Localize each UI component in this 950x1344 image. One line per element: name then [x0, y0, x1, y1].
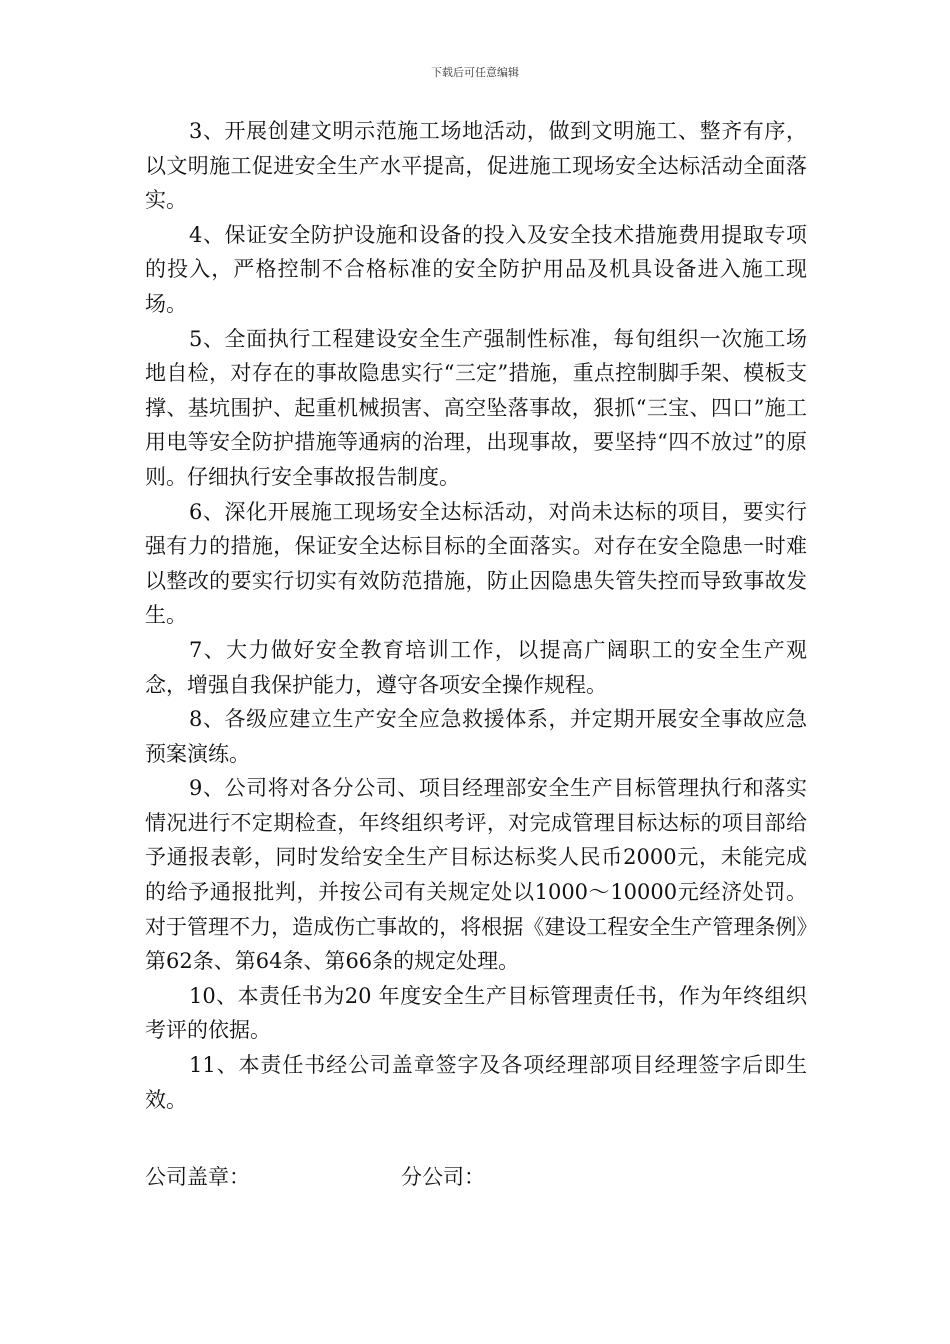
clause-11: 11、本责任书经公司盖章签字及各项经理部项目经理签字后即生效。: [145, 1053, 807, 1112]
clause-7: 7、大力做好安全教育培训工作，以提高广阔职工的安全生产观念，增强自我保护能力，遵守各项安全操作规程。: [145, 637, 807, 697]
document-body: [145, 114, 807, 1117]
clause-9: 9、公司将对各分公司、项目经理部安全生产目标管理执行和落实情况进行不定期检查，年终组织考评，对完成管理目标达标的项目部给予通报表彰，同时发给安全生产目标达标奖人民币2000元，未能完成的给予通报批判，并按公司有关规定处以1000～10000元经济处罚。对于管理不力，造成伤亡事故的，将根据《建设工程安全生产管理条例》第62条、第64条、第66条的规定处理。: [145, 776, 807, 974]
branch-company-label: 分公司：: [401, 1165, 485, 1189]
signature-line: [145, 1159, 807, 1195]
clause-4: 4、保证安全防护设施和设备的投入及安全技术措施费用提取专项的投入，严格控制不合格标准的安全防护用品及机具设备进入施工现场。: [145, 222, 807, 316]
page-header: 下载后可任意编辑: [431, 66, 519, 79]
clause-8: 8、各级应建立生产安全应急救援体系，并定期开展安全事故应急预案演练。: [145, 707, 807, 766]
company-seal-label: 公司盖章：: [145, 1165, 250, 1189]
clause-10: 10、本责任书为20 年度安全生产目标管理责任书，作为年终组织考评的依据。: [145, 983, 807, 1043]
clause-5: 5、全面执行工程建设安全生产强制性标准，每旬组织一次施工场地自检，对存在的事故隐患实行“三定”措施，重点控制脚手架、模板支撑、基坑围护、起重机械损害、高空坠落事故，狠抓“三宝、四口”施工用电等安全防护措施等通病的治理，出现事故，要坚持“四不放过”的原则。仔细执行安全事故报告制度。: [145, 326, 807, 489]
clause-3: 3、开展创建文明示范施工场地活动，做到文明施工、整齐有序，以文明施工促进安全生产水平提高，促进施工现场安全达标活动全面落实。: [145, 119, 807, 213]
clause-6: 6、深化开展施工现场安全达标活动，对尚未达标的项目，要实行强有力的措施，保证安全达标目标的全面落实。对存在安全隐患一时难以整改的要实行切实有效防范措施，防止因隐患失管失控而导致事故发生。: [145, 499, 807, 628]
